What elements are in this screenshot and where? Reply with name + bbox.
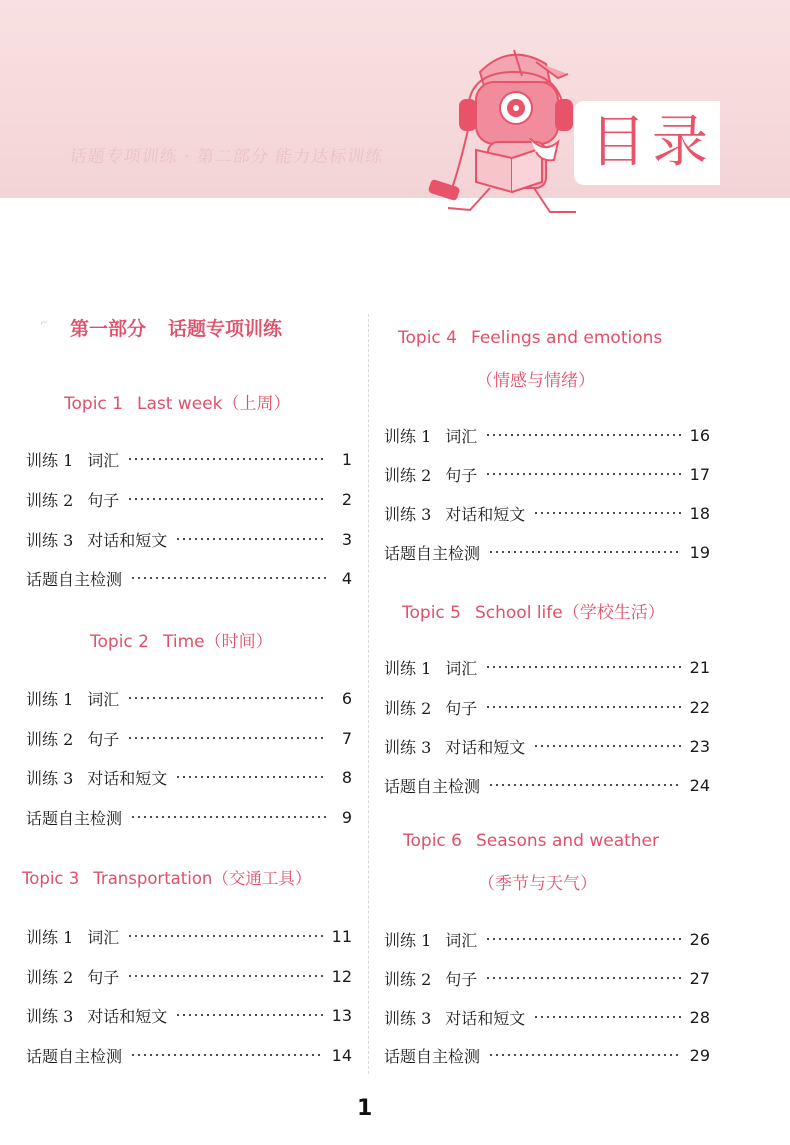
entry-code: 训练 2: [26, 967, 74, 987]
topic-label: Topic 1: [64, 394, 123, 414]
entry-name: 对话和短文: [445, 1008, 526, 1028]
entry-page: 19: [689, 542, 710, 562]
entry-name: 话题自主检测: [26, 569, 123, 589]
topic-label: Topic 5: [402, 603, 461, 623]
part-mark: ⌐: [40, 318, 49, 329]
topic-name: Transportation（交通工具）: [93, 869, 312, 888]
entry-code: 训练 1: [26, 689, 74, 709]
toc-entry[interactable]: [384, 734, 710, 758]
topic-5-heading[interactable]: [402, 598, 665, 623]
entry-code: 训练 1: [384, 930, 432, 950]
entry-page: 3: [341, 529, 352, 549]
entry-code: 训练 2: [26, 729, 74, 749]
entry-page: 7: [341, 728, 352, 748]
page-title: 目录: [590, 110, 714, 175]
leader-dots: [175, 776, 326, 778]
toc-entry[interactable]: [26, 527, 352, 551]
topic-name: Time（时间）: [162, 632, 273, 652]
robot-mascot-icon: [418, 42, 588, 217]
part-name: 话题专项训练: [168, 318, 283, 340]
entry-code: 训练 3: [26, 1006, 74, 1026]
entry-code: 训练 1: [384, 426, 432, 446]
entry-page: 23: [689, 736, 710, 756]
banner-ghost-text: 话题专项训练 · 第二部分 能力达标训练: [68, 147, 385, 167]
toc-entry[interactable]: [26, 447, 352, 471]
leader-dots: [485, 706, 681, 708]
toc-entry[interactable]: [384, 540, 710, 564]
part-number: 第一部分: [70, 318, 147, 340]
entry-page: 22: [689, 697, 710, 717]
entry-name: 对话和短文: [87, 768, 168, 788]
entry-page: 29: [689, 1045, 710, 1065]
toc-entry[interactable]: [384, 695, 710, 719]
entry-name: 话题自主检测: [384, 776, 481, 796]
entry-name: 话题自主检测: [26, 808, 123, 828]
entry-page: 26: [689, 929, 710, 949]
toc-entry[interactable]: [384, 655, 710, 679]
column-divider: [368, 314, 369, 1074]
leader-dots: [533, 1016, 681, 1018]
topic-2-heading[interactable]: [90, 627, 273, 652]
entry-page: 18: [689, 503, 710, 523]
leader-dots: [488, 784, 682, 786]
toc-entry[interactable]: [384, 501, 710, 525]
leader-dots: [175, 1014, 323, 1016]
entry-name: 句子: [445, 465, 478, 485]
toc-entry[interactable]: [384, 927, 710, 951]
topic-name: Seasons and weather: [475, 831, 659, 851]
entry-page: 24: [689, 775, 710, 795]
entry-code: 训练 3: [384, 1008, 432, 1028]
leader-dots: [485, 473, 681, 475]
topic-4-heading[interactable]: [398, 328, 662, 348]
entry-page: 14: [331, 1045, 352, 1065]
topic-label: Topic 6: [403, 831, 462, 851]
entry-page: 28: [689, 1007, 710, 1027]
toc-entry[interactable]: [384, 462, 710, 486]
toc-entry[interactable]: [384, 423, 710, 447]
entry-page: 11: [331, 926, 352, 946]
toc-entry[interactable]: [26, 1003, 352, 1027]
entry-code: 训练 2: [384, 969, 432, 989]
entry-page: 12: [331, 966, 352, 986]
toc-entry[interactable]: [26, 487, 352, 511]
toc-entry[interactable]: [26, 805, 352, 829]
entry-name: 句子: [87, 967, 120, 987]
entry-name: 话题自主检测: [26, 1046, 123, 1066]
entry-code: 训练 1: [384, 658, 432, 678]
topic-6-heading[interactable]: [403, 831, 659, 851]
page-number: 1: [357, 1096, 373, 1121]
toc-entry[interactable]: [26, 1043, 352, 1067]
entry-name: 词汇: [445, 930, 478, 950]
toc-entry[interactable]: [384, 773, 710, 797]
leader-dots: [485, 434, 681, 436]
topic-1-heading[interactable]: [64, 389, 290, 414]
leader-dots: [127, 697, 326, 699]
toc-entry[interactable]: [26, 765, 352, 789]
entry-page: 2: [341, 489, 352, 509]
leader-dots: [488, 551, 682, 553]
entry-name: 话题自主检测: [384, 1046, 481, 1066]
toc-entry[interactable]: [384, 1043, 710, 1067]
entry-name: 词汇: [87, 689, 120, 709]
entry-page: 13: [331, 1005, 352, 1025]
entry-name: 句子: [445, 698, 478, 718]
part-heading: [70, 314, 282, 341]
entry-name: 句子: [87, 729, 120, 749]
entry-name: 对话和短文: [87, 530, 168, 550]
toc-entry[interactable]: [384, 966, 710, 990]
topic-name: School life（学校生活）: [474, 603, 665, 623]
topic-3-heading[interactable]: [22, 865, 311, 889]
entry-page: 1: [341, 449, 352, 469]
leader-dots: [130, 1054, 324, 1056]
entry-page: 6: [341, 688, 352, 708]
entry-code: 训练 1: [26, 450, 74, 470]
toc-entry[interactable]: [26, 686, 352, 710]
entry-page: 4: [341, 568, 352, 588]
leader-dots: [533, 512, 681, 514]
leader-dots: [127, 498, 326, 500]
entry-name: 句子: [87, 490, 120, 510]
topic-label: Topic 4: [398, 328, 457, 348]
entry-name: 词汇: [87, 450, 120, 470]
toc-entry[interactable]: [26, 726, 352, 750]
entry-page: 8: [341, 767, 352, 787]
entry-code: 训练 3: [26, 530, 74, 550]
entry-page: 17: [689, 464, 710, 484]
toc-entry[interactable]: [26, 964, 352, 988]
entry-code: 训练 2: [384, 698, 432, 718]
leader-dots: [130, 577, 326, 579]
toc-entry[interactable]: [26, 566, 352, 590]
entry-code: 训练 1: [26, 927, 74, 947]
entry-name: 词汇: [445, 426, 478, 446]
entry-name: 话题自主检测: [384, 543, 481, 563]
entry-name: 词汇: [87, 927, 120, 947]
entry-name: 句子: [445, 969, 478, 989]
topic-label: Topic 2: [90, 632, 149, 652]
leader-dots: [130, 816, 326, 818]
entry-name: 对话和短文: [445, 504, 526, 524]
entry-page: 9: [341, 807, 352, 827]
entry-code: 训练 2: [26, 490, 74, 510]
entry-code: 训练 2: [384, 465, 432, 485]
entry-name: 对话和短文: [87, 1006, 168, 1026]
leader-dots: [485, 666, 681, 668]
entry-page: 16: [689, 425, 710, 445]
topic-6-subtitle: （季节与天气）: [478, 874, 597, 894]
leader-dots: [175, 538, 326, 540]
leader-dots: [488, 1054, 682, 1056]
topic-name: Feelings and emotions: [470, 328, 663, 348]
leader-dots: [127, 975, 323, 977]
toc-entry[interactable]: [26, 924, 352, 948]
topic-label: Topic 3: [22, 869, 80, 888]
leader-dots: [127, 935, 323, 937]
entry-page: 21: [689, 657, 710, 677]
leader-dots: [533, 745, 681, 747]
entry-name: 对话和短文: [445, 737, 526, 757]
topic-4-subtitle: （情感与情绪）: [476, 371, 595, 391]
entry-code: 训练 3: [384, 504, 432, 524]
leader-dots: [127, 458, 326, 460]
leader-dots: [127, 737, 326, 739]
entry-code: 训练 3: [26, 768, 74, 788]
entry-code: 训练 3: [384, 737, 432, 757]
leader-dots: [485, 977, 681, 979]
leader-dots: [485, 938, 681, 940]
toc-entry[interactable]: [384, 1005, 710, 1029]
entry-page: 27: [689, 968, 710, 988]
entry-name: 词汇: [445, 658, 478, 678]
topic-name: Last week（上周）: [136, 394, 291, 414]
